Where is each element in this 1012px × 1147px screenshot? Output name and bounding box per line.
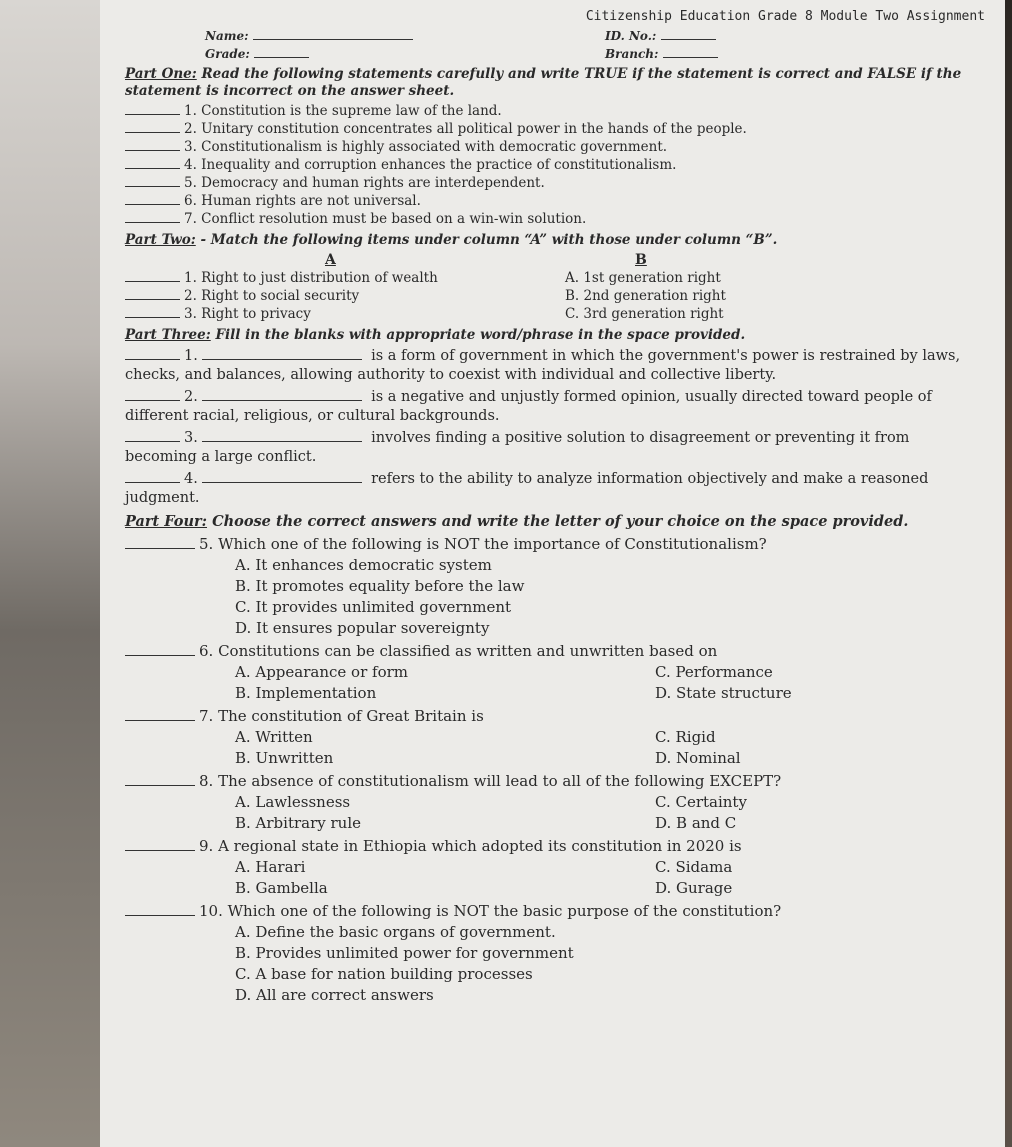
option-list: [125, 857, 985, 899]
option: B. Arbitrary rule: [235, 814, 362, 832]
part-three-heading: Part Three:: [125, 327, 211, 343]
part-four-text: Choose the correct answers and write the letter of your choice on the space provided.: [212, 513, 909, 530]
option: B. Unwritten: [235, 749, 334, 767]
column-a-list: [125, 251, 545, 323]
question-text: 8. The absence of constitutionalism will lead to all of the following EXCEPT?: [199, 772, 782, 790]
item-text: is a form of government in which the government's power is restrained by laws, checks, and balances, allowing authority to coexist with individual and collective liberty.: [125, 348, 961, 383]
list-item: [125, 174, 985, 192]
item-text: is a negative and unjustly formed opinion, usually directed toward people of different racial, religious, or cultural backgrounds.: [125, 389, 932, 424]
branch-field[interactable]: [605, 46, 905, 62]
question-text: 6. Constitutions can be classified as written and unwritten based on: [199, 642, 718, 660]
part-three-text: Fill in the blanks with appropriate word/phrase in the space provided.: [215, 327, 746, 343]
item-number: 4.: [184, 471, 198, 487]
fill-item: [125, 429, 985, 467]
column-b-header: B: [635, 252, 647, 268]
statement-text: 6. Human rights are not universal.: [184, 193, 421, 209]
option-list: [125, 792, 985, 834]
question: [125, 706, 985, 769]
column-a-item: 1. Right to just distribution of wealth: [184, 270, 438, 286]
branch-blank[interactable]: [663, 57, 718, 58]
answer-blank[interactable]: [125, 299, 180, 300]
option: B. Implementation: [235, 684, 377, 702]
part-four: [125, 512, 985, 1006]
question-text: 10. Which one of the following is NOT the basic purpose of the constitution?: [199, 902, 782, 920]
statement-text: 5. Democracy and human rights are interdependent.: [184, 175, 545, 191]
option: D. B and C: [655, 814, 737, 832]
fill-item: [125, 470, 985, 508]
answer-blank[interactable]: [125, 441, 180, 442]
option: D. It ensures popular sovereignty: [235, 619, 490, 637]
part-one-text: Read the following statements carefully and write TRUE if the statement is correct and FALSE if the statement is incorrect on the answer sheet.: [125, 66, 962, 99]
answer-blank[interactable]: [125, 482, 180, 483]
statement-text: 3. Constitutionalism is highly associated with democratic government.: [184, 139, 668, 155]
id-field[interactable]: [605, 28, 905, 44]
part-one: [125, 66, 985, 228]
answer-blank[interactable]: [125, 850, 195, 851]
question-text: 7. The constitution of Great Britain is: [199, 707, 484, 725]
option: C. Sidama: [655, 858, 733, 876]
column-b-list: [565, 251, 925, 323]
answer-blank[interactable]: [125, 281, 180, 282]
list-item: [125, 192, 985, 210]
option: C. Performance: [655, 663, 773, 681]
statement-text: 2. Unitary constitution concentrates all political power in the hands of the people.: [184, 121, 747, 137]
option-list: [125, 662, 985, 704]
option: D. All are correct answers: [235, 986, 434, 1004]
item-number: 3.: [184, 430, 198, 446]
option: B. Provides unlimited power for government: [235, 944, 574, 962]
column-b-item: B. 2nd generation right: [565, 288, 726, 304]
fill-item: [125, 347, 985, 385]
option: C. It provides unlimited government: [235, 598, 512, 616]
fill-blank[interactable]: [202, 400, 362, 401]
part-three: [125, 327, 985, 508]
branch-label: Branch:: [605, 47, 659, 61]
item-number: 1.: [184, 348, 198, 364]
answer-blank[interactable]: [125, 204, 180, 205]
option: B. It promotes equality before the law: [235, 577, 525, 595]
grade-label: Grade:: [205, 47, 250, 61]
name-label: Name:: [205, 29, 249, 43]
statement-text: 7. Conflict resolution must be based on a win-win solution.: [184, 211, 587, 227]
part-two-text: - Match the following items under column “A” with those under column “B”.: [200, 232, 778, 248]
item-text: involves finding a positive solution to disagreement or preventing it from becoming a large conflict.: [125, 430, 910, 465]
column-a-header: A: [325, 252, 336, 268]
answer-blank[interactable]: [125, 785, 195, 786]
matching-columns: [125, 251, 985, 323]
question-text: 9. A regional state in Ethiopia which adopted its constitution in 2020 is: [199, 837, 742, 855]
name-blank[interactable]: [253, 39, 413, 40]
answer-blank[interactable]: [125, 168, 180, 169]
option: C. Certainty: [655, 793, 747, 811]
option: C. Rigid: [655, 728, 716, 746]
option: A. Lawlessness: [235, 793, 351, 811]
option-list: [125, 555, 985, 639]
list-item: [125, 120, 985, 138]
option: A. Define the basic organs of government.: [235, 923, 556, 941]
list-item: [125, 138, 985, 156]
option-list: [125, 922, 985, 1006]
column-a-item: 3. Right to privacy: [184, 306, 311, 322]
question: [125, 771, 985, 834]
statement-text: 4. Inequality and corruption enhances the practice of constitutionalism.: [184, 157, 677, 173]
assignment-document: [125, 8, 985, 1008]
list-item: [125, 102, 985, 120]
answer-blank[interactable]: [125, 359, 180, 360]
name-field[interactable]: [205, 28, 565, 44]
answer-blank[interactable]: [125, 317, 180, 318]
grade-blank[interactable]: [254, 57, 309, 58]
fill-blank[interactable]: [202, 359, 362, 360]
part-one-heading: Part One:: [125, 66, 197, 82]
id-label: ID. No.:: [605, 29, 657, 43]
list-item: [125, 156, 985, 174]
fill-blank[interactable]: [202, 482, 362, 483]
option: D. Nominal: [655, 749, 741, 767]
answer-blank[interactable]: [125, 150, 180, 151]
document-title: Citizenship Education Grade 8 Module Two Assignment: [585, 9, 985, 24]
grade-field[interactable]: [205, 46, 565, 62]
fill-blank[interactable]: [202, 441, 362, 442]
column-b-item: C. 3rd generation right: [565, 306, 724, 322]
part-two-heading: Part Two:: [125, 232, 196, 248]
option: B. Gambella: [235, 879, 328, 897]
option: A. Written: [235, 728, 313, 746]
question-list: [125, 534, 985, 1006]
option: A. It enhances democratic system: [235, 556, 492, 574]
list-item: [125, 210, 985, 228]
answer-blank[interactable]: [125, 548, 195, 549]
answer-blank[interactable]: [125, 114, 180, 115]
column-b-item: A. 1st generation right: [565, 270, 721, 286]
answer-blank[interactable]: [125, 400, 180, 401]
question: [125, 836, 985, 899]
answer-blank[interactable]: [125, 222, 180, 223]
part-two: [125, 232, 985, 323]
answer-blank[interactable]: [125, 186, 180, 187]
part-four-heading: Part Four:: [125, 513, 208, 530]
item-number: 2.: [184, 389, 198, 405]
option: A. Appearance or form: [235, 663, 408, 681]
question: [125, 534, 985, 639]
part-one-list: [125, 102, 985, 228]
question-text: 5. Which one of the following is NOT the importance of Constitutionalism?: [199, 535, 767, 553]
answer-blank[interactable]: [125, 915, 195, 916]
option: C. A base for nation building processes: [235, 965, 533, 983]
question: [125, 901, 985, 1006]
statement-text: 1. Constitution is the supreme law of the land.: [184, 103, 502, 119]
student-info: [205, 28, 985, 62]
question: [125, 641, 985, 704]
answer-blank[interactable]: [125, 132, 180, 133]
item-text: refers to the ability to analyze information objectively and make a reasoned judgment.: [125, 471, 929, 506]
option: D. State structure: [655, 684, 792, 702]
column-a-item: 2. Right to social security: [184, 288, 360, 304]
option: D. Gurage: [655, 879, 733, 897]
option: A. Harari: [235, 858, 306, 876]
answer-blank[interactable]: [125, 655, 195, 656]
option-list: [125, 727, 985, 769]
id-blank[interactable]: [661, 39, 716, 40]
part-one-instruction: [125, 66, 985, 100]
fill-item: [125, 388, 985, 426]
answer-blank[interactable]: [125, 720, 195, 721]
